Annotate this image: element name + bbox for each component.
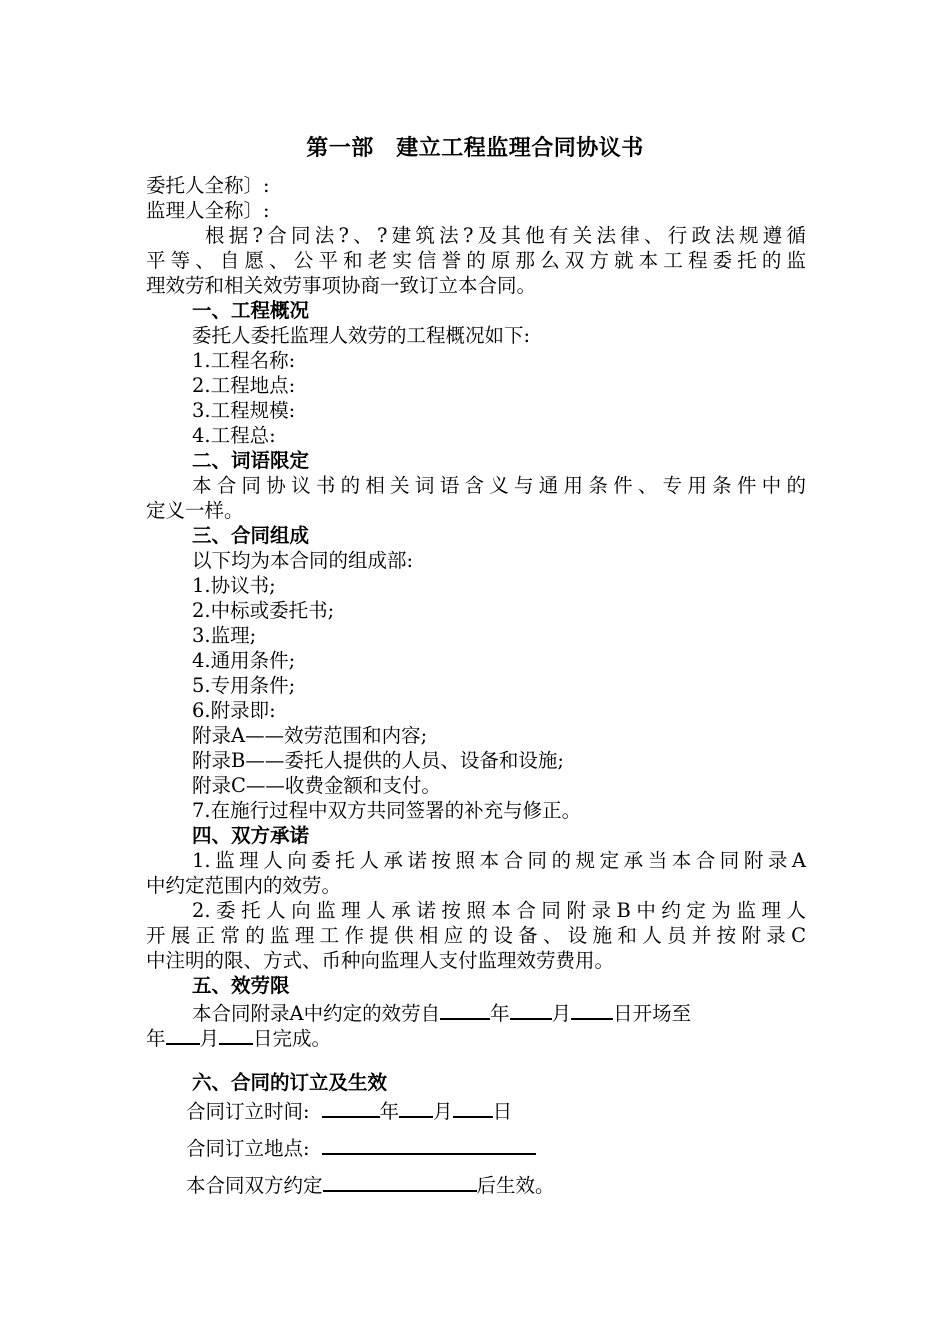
month-label: 月: [551, 1002, 572, 1025]
start-year-blank[interactable]: [440, 998, 490, 1020]
section-heading-4: 四、双方承诺: [192, 824, 310, 847]
day-label: 日: [613, 1002, 633, 1025]
service-period-line-1: [192, 998, 691, 1023]
year-label: 年: [379, 1100, 400, 1123]
effective-line: [186, 1170, 555, 1195]
appendix-item: 附录B——委托人提供的人员、设备和设施;: [192, 749, 564, 772]
commitment-1-line-1: 1.监理人向委托人承诺按照本合同的规定承当本合同附录A: [192, 849, 806, 872]
effective-text-a: 本合同双方约定: [186, 1174, 323, 1197]
effective-text-b: 后生效。: [476, 1174, 555, 1197]
signing-month-blank[interactable]: [399, 1096, 433, 1118]
project-total-item: 4.工程总:: [192, 424, 276, 447]
project-name-item: 1.工程名称:: [192, 349, 296, 372]
day-label: 日: [492, 1100, 513, 1123]
signing-time-label: 合同订立时间:: [186, 1100, 310, 1123]
project-location-item: 2.工程地点:: [192, 374, 296, 397]
supervisor-name-label: 监理人全称〕:: [146, 199, 270, 222]
signing-place-line: [186, 1133, 536, 1158]
commitment-2-line-1: 2.委托人向监理人承诺按照本合同附录B中约定为监理人: [192, 899, 806, 922]
list-item: 5.专用条件;: [192, 674, 296, 697]
list-item: 7.在施行过程中双方共同签署的补充与修正。: [192, 799, 582, 822]
list-item: 4.通用条件;: [192, 649, 296, 672]
signing-day-blank[interactable]: [453, 1096, 493, 1118]
section-2-text-line-2: 定义一样。: [146, 499, 244, 522]
section-heading-1: 一、工程概况: [192, 299, 310, 322]
signing-time-line: [186, 1096, 512, 1121]
start-text: 开场至: [632, 1002, 692, 1025]
year-label: 年: [146, 1027, 166, 1050]
service-period-line-2: [146, 1023, 331, 1048]
section-heading-6: 六、合同的订立及生效: [192, 1071, 388, 1094]
end-month-blank[interactable]: [166, 1023, 200, 1045]
month-label: 月: [199, 1027, 220, 1050]
commitment-1-line-2: 中约定范围内的效劳。: [146, 874, 342, 897]
commitment-2-line-3: 中注明的限、方式、币种向监理人支付监理效劳费用。: [146, 949, 615, 972]
section-heading-3: 三、合同组成: [192, 524, 310, 547]
signing-place-blank[interactable]: [322, 1133, 536, 1155]
section-3-intro: 以下均为本合同的组成部:: [192, 549, 414, 572]
document-title: 第一部 建立工程监理合同协议书: [306, 136, 644, 161]
completion-text: 日完成。: [253, 1027, 332, 1050]
list-item: 3.监理;: [192, 624, 257, 647]
preamble-line-3: 理效劳和相关效劳事项协商一致订立本合同。: [146, 274, 537, 297]
list-item: 6.附录即:: [192, 699, 276, 722]
end-day-blank[interactable]: [219, 1023, 253, 1045]
section-1-intro: 委托人委托监理人效劳的工程概况如下:: [192, 324, 531, 347]
preamble-line-1: 根据?合同法?、?建筑法?及其他有关法律、行政法规遵循: [205, 224, 806, 247]
appendix-item: 附录C——收费金额和支付。: [192, 774, 441, 797]
start-day-blank[interactable]: [571, 998, 613, 1020]
client-name-label: 委托人全称〕:: [146, 174, 270, 197]
year-label: 年: [490, 1002, 510, 1025]
project-scale-item: 3.工程规模:: [192, 399, 296, 422]
section-heading-2: 二、词语限定: [192, 449, 310, 472]
commitment-2-line-2: 开展正常的监理工作提供相应的设备、设施和人员并按附录C: [146, 924, 806, 947]
list-item: 2.中标或委托书;: [192, 599, 335, 622]
effective-condition-blank[interactable]: [323, 1170, 477, 1192]
start-month-blank[interactable]: [510, 998, 552, 1020]
list-item: 1.协议书;: [192, 574, 276, 597]
month-label: 月: [433, 1100, 453, 1123]
section-2-text-line-1: 本合同协议书的相关词语含义与通用条件、专用条件中的: [192, 474, 806, 497]
section-heading-5: 五、效劳限: [192, 974, 290, 997]
signing-place-label: 合同订立地点:: [186, 1137, 310, 1160]
preamble-line-2: 平等、自愿、公平和老实信誉的原那么双方就本工程委托的监: [146, 249, 806, 272]
service-period-text: 本合同附录A中约定的效劳自: [192, 1002, 441, 1025]
appendix-item: 附录A——效劳范围和内容;: [192, 724, 428, 747]
signing-year-blank[interactable]: [322, 1096, 380, 1118]
